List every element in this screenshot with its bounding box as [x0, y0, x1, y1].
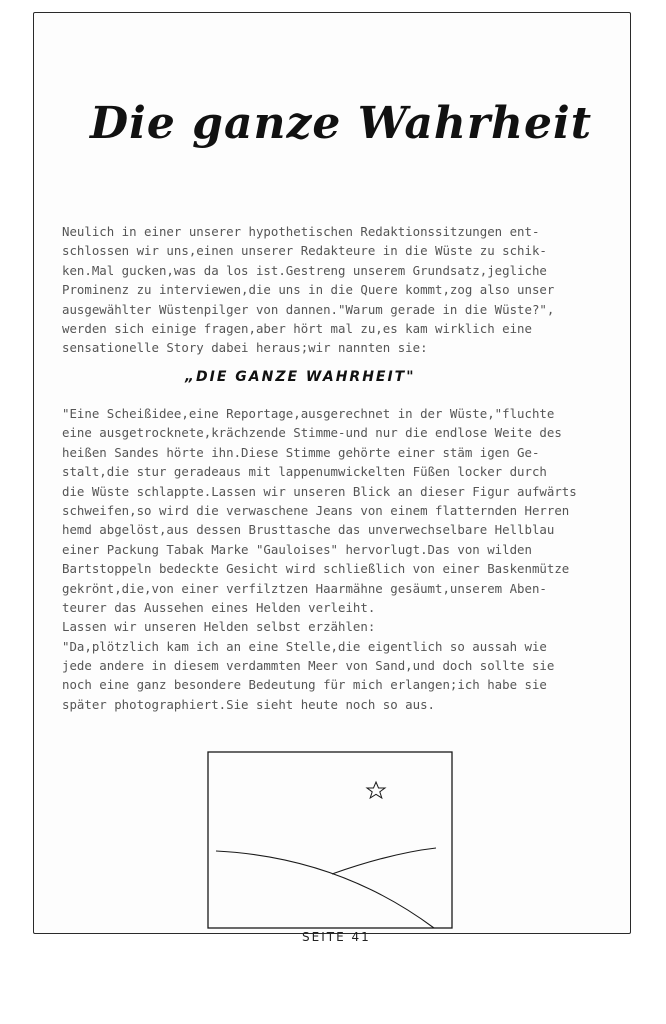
intro-line: Neulich in einer unserer hypothetischen Redaktionssitzungen ent- [62, 224, 540, 239]
story-line: die Wüste schlappte.Lassen wir unseren Blick an dieser Figur aufwärts [62, 483, 577, 499]
story-line: "Da,plötzlich kam ich an eine Stelle,die eigentlich so aussah wie [62, 638, 547, 654]
story-line: einer Packung Tabak Marke "Gauloises" hervorlugt.Das von wilden [62, 541, 532, 557]
intro-line: ausgewählter Wüstenpilger von dannen."Warum gerade in die Wüste?", [62, 301, 555, 317]
story-subtitle: „DIE GANZE WAHRHEIT" [185, 369, 416, 385]
story-line: jede andere in diesem verdammten Meer von Sand,und doch sollte sie [62, 658, 555, 674]
story-paragraph [62, 404, 632, 714]
star-icon [367, 782, 385, 798]
page-number: SEITE 41 [302, 930, 371, 944]
story-line: noch eine ganz besondere Bedeutung für mich erlangen;ich habe sie [62, 677, 547, 693]
story-line: hemd abgelöst,aus dessen Brusttasche das unverwechselbare Hellblau [62, 522, 555, 538]
intro-line: Prominenz zu interviewen,die uns in die Quere kommt,zog also unser [62, 282, 555, 298]
intro-line: ken.Mal gucken,was da los ist.Gestreng unserem Grundsatz,jegliche [62, 262, 547, 278]
intro-line: schlossen wir uns,einen unserer Redakteure in die Wüste zu schik- [62, 243, 547, 259]
story-line: "Eine Scheißidee,eine Reportage,ausgerechnet in der Wüste,"fluchte [62, 406, 555, 421]
story-line: Lassen wir unseren Helden selbst erzählen: [62, 619, 376, 635]
dune-line [332, 848, 436, 874]
story-line: später photographiert.Sie sieht heute noch so aus. [62, 696, 435, 712]
desert-sketch [206, 750, 456, 932]
intro-paragraph [62, 222, 632, 358]
story-line: Bartstoppeln bedeckte Gesicht wird schließlich von einer Baskenmütze [62, 561, 570, 577]
story-line: eine ausgetrocknete,krächzende Stimme-und nur die endlose Weite des [62, 425, 562, 441]
page-title: Die ganze Wahrheit [90, 98, 593, 149]
intro-line: sensationelle Story dabei heraus;wir nannten sie: [62, 340, 428, 356]
story-line: schweifen,so wird die verwaschene Jeans von einem flatternden Herren [62, 502, 570, 518]
story-line: heißen Sandes hörte ihn.Diese Stimme gehörte einer stäm igen Ge- [62, 444, 540, 460]
sketch-frame [208, 752, 452, 928]
intro-line: werden sich einige fragen,aber hört mal zu,es kam wirklich eine [62, 320, 532, 336]
story-line: stalt,die stur geradeaus mit lappenumwickelten Füßen locker durch [62, 464, 547, 480]
story-line: teurer das Aussehen eines Helden verleiht. [62, 599, 376, 615]
horizon-line [216, 851, 434, 928]
story-line: gekrönt,die,von einer verfilztzen Haarmähne gesäumt,unserem Aben- [62, 580, 547, 596]
